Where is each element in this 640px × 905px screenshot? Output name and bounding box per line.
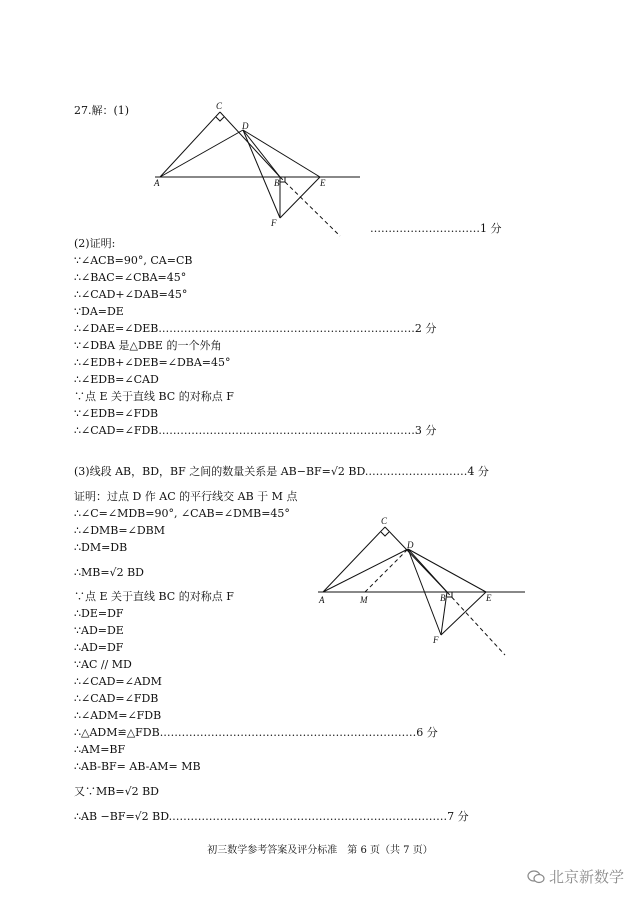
part3-line: ∵点 E 关于直线 BC 的对称点 F	[74, 590, 234, 603]
label-f: F	[271, 218, 277, 228]
part2-line: ∵DA=DE	[74, 305, 124, 318]
label-d: D	[242, 121, 249, 131]
part1-score: …………………………1 分	[370, 222, 502, 235]
part3-line: ∵AC // MD	[74, 658, 132, 671]
part3-line: ∵AD=DE	[74, 624, 124, 637]
label-f: F	[433, 635, 439, 645]
problem-heading: 27.解：(1)	[74, 104, 130, 117]
label-d: D	[407, 540, 414, 550]
part2-line: (2)证明:	[74, 237, 116, 250]
part3-line: ∴AB −BF=√2 BD.…………………………………………………………………7 分	[74, 810, 469, 823]
chat-bubble-icon	[527, 870, 545, 884]
watermark	[527, 866, 624, 887]
page-footer: 初三数学参考答案及评分标准 第 6 页（共 7 页）	[207, 845, 433, 856]
part3-line: ∴∠CAD=∠ADM	[74, 675, 162, 688]
watermark-text: 北京新数学	[548, 868, 624, 886]
label-e: E	[486, 593, 492, 603]
part2-line: ∴∠BAC=∠CBA=45°	[74, 271, 187, 284]
label-c: C	[381, 516, 388, 526]
label-b: B	[440, 593, 446, 603]
label-a: A	[154, 178, 160, 188]
part3-line: ∴△ADM≌△FDB.……………………………………………………………6 分	[74, 726, 438, 739]
label-b: B	[274, 178, 280, 188]
part3-line: ∴∠DMB=∠DBM	[74, 524, 165, 537]
part2-line: ∵点 E 关于直线 BC 的对称点 F	[74, 390, 234, 403]
part2-line: ∴∠DAE=∠DEB.……………………………………………………………2 分	[74, 322, 437, 335]
part3-line: ∴AM=BF	[74, 743, 126, 756]
label-c: C	[216, 101, 223, 111]
part2-line: ∵∠EDB=∠FDB	[74, 407, 159, 420]
part3-line: ∴AB-BF= AB-AM= MB	[74, 760, 201, 773]
label-e: E	[320, 178, 326, 188]
part3-line: ∴MB=√2 BD	[74, 566, 144, 579]
part3-line: ∴∠ADM=∠FDB	[74, 709, 162, 722]
part3-line: ∴AD=DF	[74, 641, 124, 654]
label-m: M	[360, 595, 368, 605]
part2-line: ∴∠CAD=∠FDB.……………………………………………………………3 分	[74, 424, 437, 437]
part3-line: ∴∠C=∠MDB=90°, ∠CAB=∠DMB=45°	[74, 507, 290, 520]
part2-line: ∴∠EDB+∠DEB=∠DBA=45°	[74, 356, 231, 369]
label-a: A	[319, 595, 325, 605]
part3-line: ∴∠CAD=∠FDB	[74, 692, 159, 705]
part3-line: 证明：过点 D 作 AC 的平行线交 AB 于 M 点	[74, 490, 298, 503]
part2-line: ∴∠CAD+∠DAB=45°	[74, 288, 188, 301]
geometry-diagram-1	[150, 100, 365, 240]
part3-line: 又∵MB=√2 BD	[74, 785, 159, 798]
part3-line: (3)线段 AB，BD，BF 之间的数量关系是 AB−BF=√2 BD.………………………4 分	[74, 465, 489, 478]
geometry-diagram-2	[315, 515, 530, 665]
figure-part3	[315, 515, 530, 665]
part2-line: ∵∠ACB=90°, CA=CB	[74, 254, 193, 267]
part2-line: ∴∠EDB=∠CAD	[74, 373, 159, 386]
figure-part1	[150, 100, 365, 240]
part3-line: ∴DM=DB	[74, 541, 128, 554]
part2-line: ∵∠DBA 是△DBE 的一个外角	[74, 339, 222, 352]
part3-line: ∴DE=DF	[74, 607, 124, 620]
